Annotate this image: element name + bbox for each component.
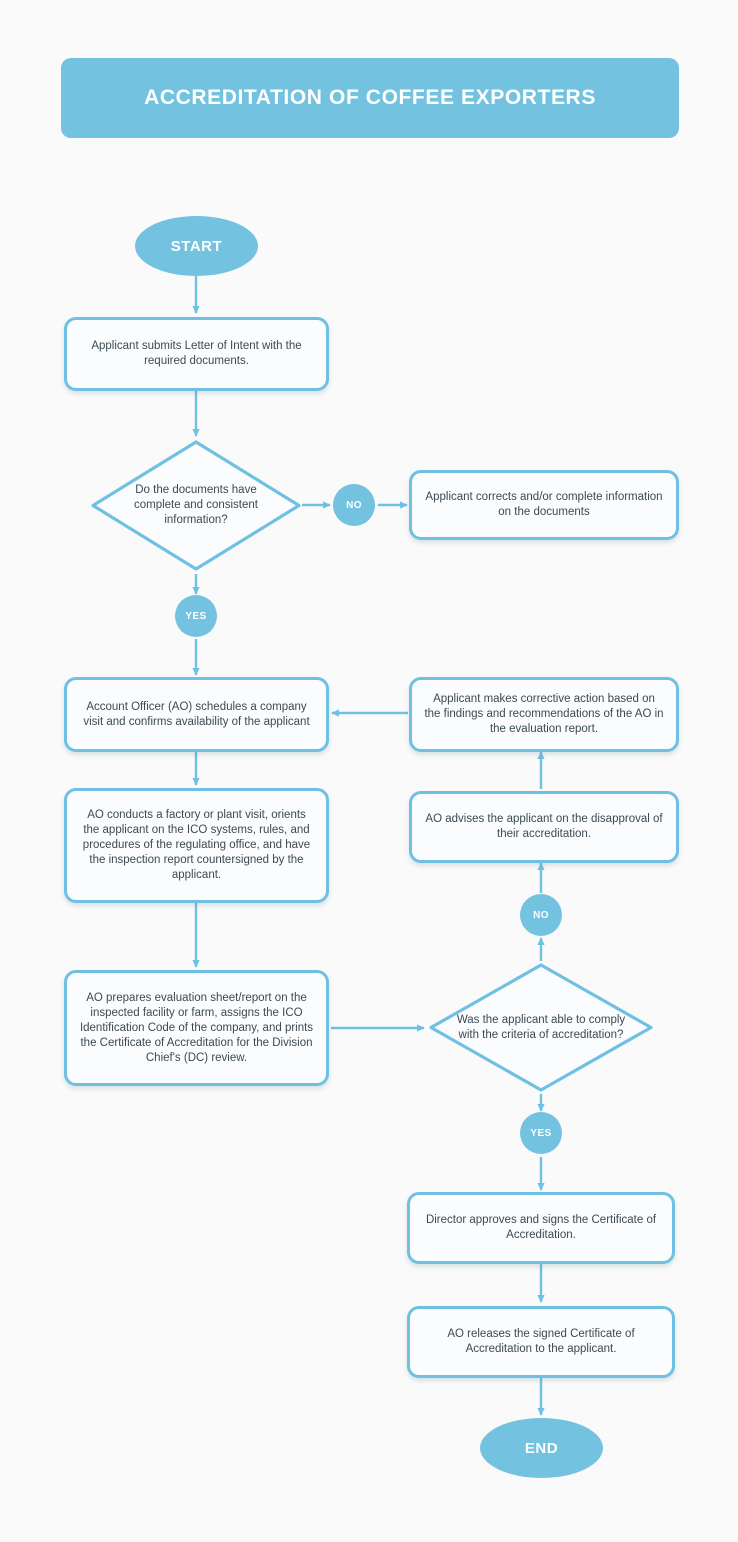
end-terminator: [480, 1418, 603, 1478]
step-applicant-corrects-documents: [409, 470, 679, 540]
step-text: Director approves and signs the Certificate of Accreditation.: [425, 1214, 657, 1241]
page-title-banner: [61, 58, 679, 138]
decision-text: Do the documents have complete and consistent information?: [133, 484, 258, 526]
branch-badge-no-2: [520, 894, 562, 936]
step-text: Applicant corrects and/or complete information on the documents: [425, 491, 663, 518]
start-terminator: [135, 216, 258, 276]
step-ao-releases-certificate: [407, 1306, 675, 1378]
branch-label: NO: [346, 499, 362, 511]
step-text: AO prepares evaluation sheet/report on the inspected facility or farm, assigns the ICO Identification Code of the company, and prints the Certificate of Accreditation for the Division Chief's (DC) review.: [79, 991, 314, 1064]
start-label: START: [170, 237, 223, 255]
decision-applicant-complied: [426, 960, 656, 1095]
step-text: AO conducts a factory or plant visit, orients the applicant on the ICO systems, rules, and procedures of the regulating office, and have the inspection report countersigned by the applicant.: [82, 809, 311, 881]
branch-label: YES: [530, 1127, 552, 1139]
step-text: AO advises the applicant on the disapproval of their accreditation.: [425, 813, 663, 840]
step-applicant-submits-loi: [64, 317, 329, 391]
branch-badge-no-1: [333, 484, 375, 526]
step-text: AO releases the signed Certificate of Accreditation to the applicant.: [447, 1328, 635, 1355]
branch-badge-yes-1: [175, 595, 217, 637]
branch-label: NO: [533, 909, 549, 921]
end-label: END: [524, 1439, 559, 1457]
page-title: ACCREDITATION OF COFFEE EXPORTERS: [144, 86, 596, 109]
decision-documents-complete: [88, 437, 304, 574]
step-text: Account Officer (AO) schedules a company visit and confirms availability of the applicant: [83, 700, 310, 728]
step-text: Applicant submits Letter of Intent with the required documents.: [91, 340, 302, 367]
step-ao-schedules-visit: [64, 677, 329, 752]
step-director-approves: [407, 1192, 675, 1264]
branch-label: YES: [185, 610, 207, 622]
step-applicant-corrective-action: [409, 677, 679, 752]
branch-badge-yes-2: [520, 1112, 562, 1154]
step-ao-conducts-visit: [64, 788, 329, 903]
decision-text: Was the applicant able to comply with the criteria of accreditation?: [456, 1013, 626, 1041]
step-text: Applicant makes corrective action based on the findings and recommendations of the AO in the evaluation report.: [424, 693, 664, 735]
step-ao-advises-disapproval: [409, 791, 679, 863]
step-ao-prepares-evaluation: [64, 970, 329, 1086]
